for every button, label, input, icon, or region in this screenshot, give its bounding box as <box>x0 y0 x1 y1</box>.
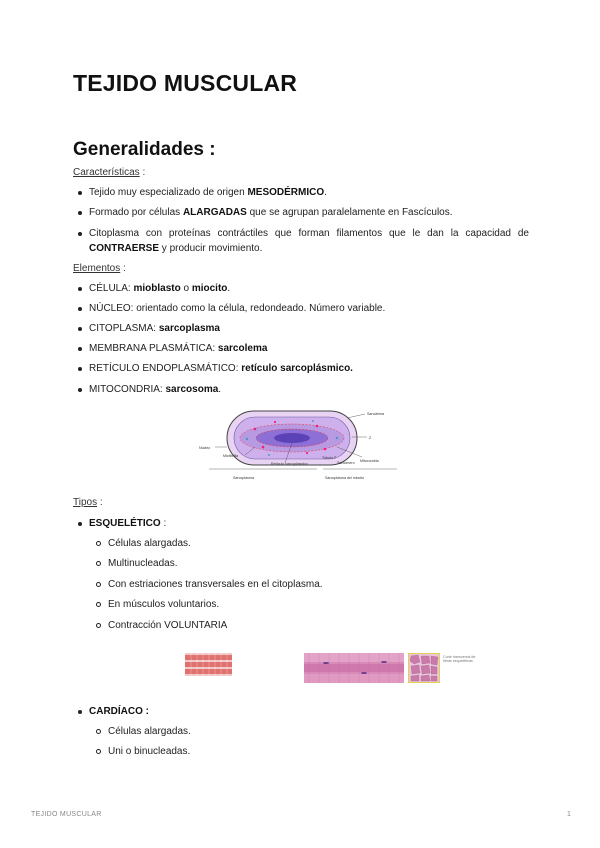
list-item: RETÍCULO ENDOPLASMÁTICO: retículo sarcoplásmico. <box>89 362 529 377</box>
list-item-esqueletico: ESQUELÉTICO : <box>89 517 529 532</box>
skeletal-histology-transverse <box>408 653 440 683</box>
list-item: CITOPLASMA: sarcoplasma <box>89 322 529 337</box>
diagram-label: Z <box>369 436 372 440</box>
list-item: Citoplasma con proteínas contráctiles que forman filamentos que le dan la capacidad de CONTRAERSE y producir movimiento. <box>89 227 529 256</box>
footer-title: TEJIDO MUSCULAR <box>31 811 102 818</box>
sub-list-item: Uni o binucleadas. <box>108 745 528 759</box>
list-item: Formado por células ALARGADAS que se agrupan paralelamente en Fascículos. <box>89 206 529 221</box>
diagram-label: Sarcoplasma <box>233 476 254 480</box>
tipos-label: Tipos : <box>73 497 103 508</box>
diagram-label: Retículo sarcoplásmico <box>271 462 309 466</box>
sub-list-item: Células alargadas. <box>108 725 528 739</box>
list-item: MITOCONDRIA: sarcosoma. <box>89 383 529 398</box>
list-item-cardiaco: CARDÍACO : <box>89 705 529 720</box>
list-item: NÚCLEO: orientado como la célula, redondeado. Número variable. <box>89 302 529 317</box>
diagram-label: Miofibrilla <box>223 454 239 458</box>
diagram-label: Sarcoplasma del miocito <box>325 476 365 480</box>
muscle-cell-diagram <box>197 407 403 487</box>
diagram-label: Sarcómero <box>337 461 355 465</box>
sub-list-item: En músculos voluntarios. <box>108 598 528 612</box>
page-title: TEJIDO MUSCULAR <box>73 70 298 96</box>
sub-list-item: Con estriaciones transversales en el citoplasma. <box>108 578 528 592</box>
sub-list-item: Contracción VOLUNTARIA <box>108 619 528 633</box>
diagram-label: Túbulo T <box>322 456 337 460</box>
diagram-label: Sarcolema <box>367 412 385 416</box>
sub-list-item: Células alargadas. <box>108 537 528 551</box>
page-number: 1 <box>567 811 571 818</box>
elementos-label: Elementos : <box>73 263 126 274</box>
sub-list-item: Multinucleadas. <box>108 557 528 571</box>
list-item: CÉLULA: mioblasto o miocito. <box>89 282 529 297</box>
diagram-label: Núcleo <box>199 446 211 450</box>
diagram-label: Mitocondria <box>360 459 379 463</box>
caracteristicas-label: Características : <box>73 167 146 178</box>
skeletal-histology-longitudinal <box>304 653 404 683</box>
skeletal-fiber-illustration <box>185 653 232 676</box>
image-caption: Corte transversal de fibras esqueléticas <box>443 655 476 664</box>
list-item: MEMBRANA PLASMÁTICA: sarcolema <box>89 342 529 357</box>
section-heading-generalidades: Generalidades : <box>73 139 216 160</box>
list-item: Tejido muy especializado de origen MESODÉRMICO. <box>89 186 529 201</box>
